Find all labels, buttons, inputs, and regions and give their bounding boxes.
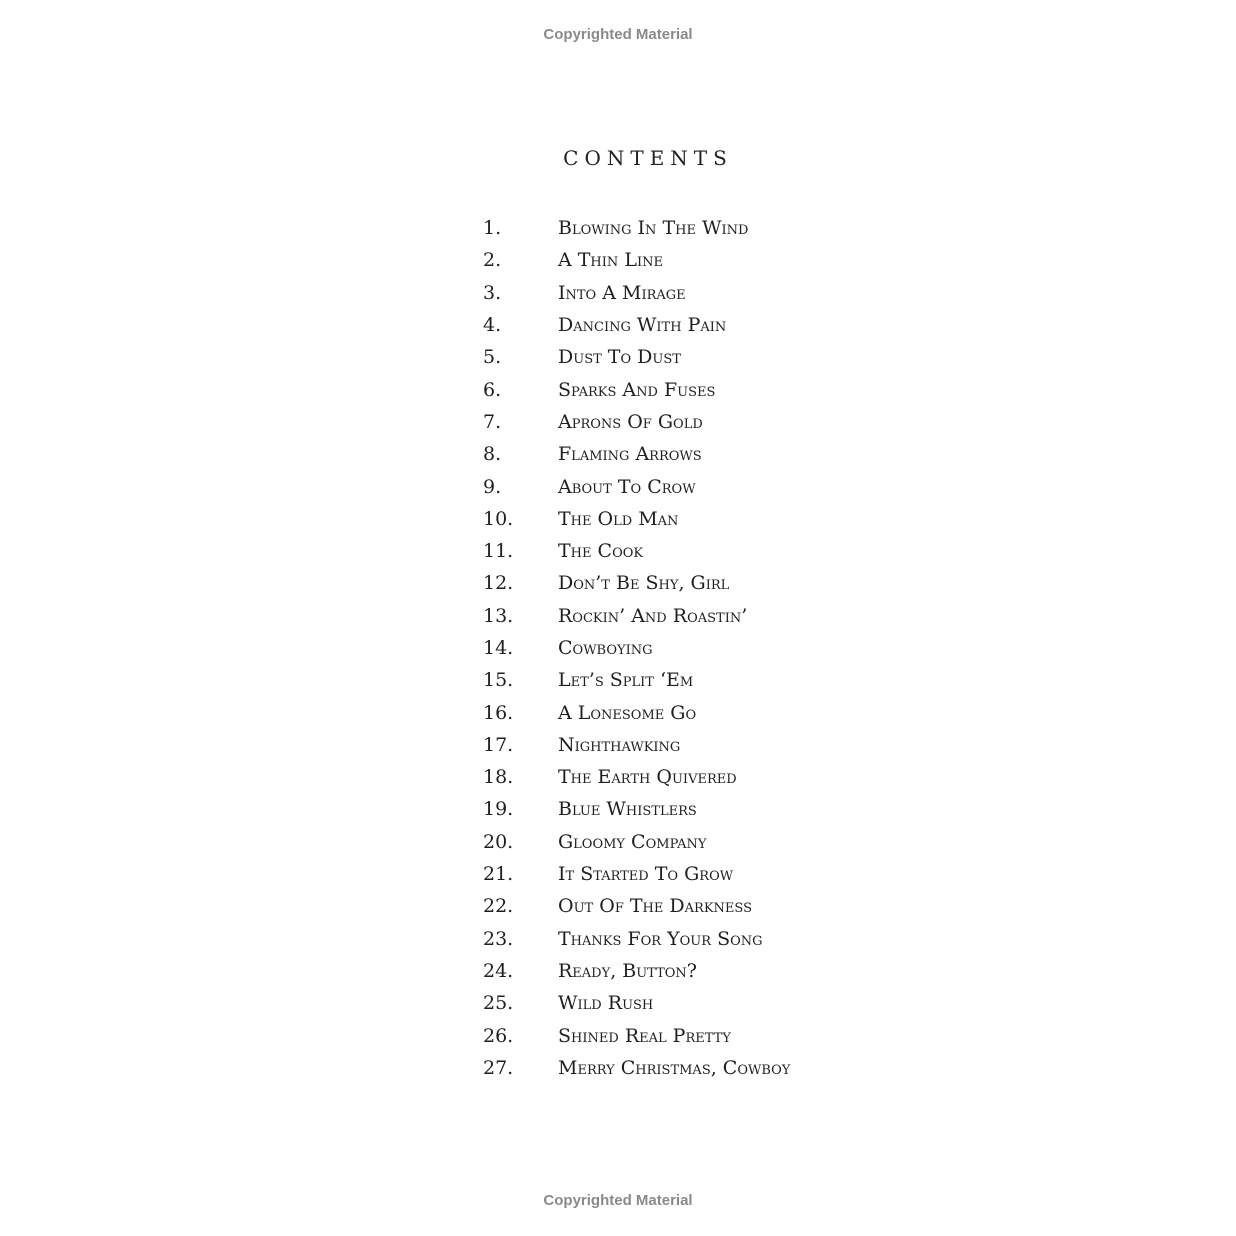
toc-entry-title: Blowing In The Wind (558, 217, 749, 240)
toc-entry-title: A Thin Line (558, 249, 663, 272)
toc-entry-number: 9. (483, 475, 502, 498)
toc-entry-number: 23. (483, 927, 514, 950)
toc-entry-number: 12. (483, 572, 514, 595)
toc-entry-title: Gloomy Company (558, 830, 707, 853)
toc-entry-title: Flaming Arrows (558, 443, 702, 466)
toc-entry-title: The Cook (558, 540, 644, 563)
copyright-watermark-bottom: Copyrighted Material (543, 1192, 693, 1209)
toc-entry (483, 277, 790, 309)
toc-entry-title: Aprons Of Gold (558, 410, 703, 433)
toc-entry (483, 373, 790, 405)
table-of-contents (483, 212, 790, 1084)
toc-entry-number: 25. (483, 992, 514, 1015)
toc-entry-title: A Lonesome Go (558, 701, 697, 724)
toc-entry (483, 567, 790, 599)
toc-entry (483, 470, 790, 502)
toc-entry-title: The Earth Quivered (558, 766, 737, 789)
toc-entry (483, 696, 790, 728)
page-title: CONTENTS (563, 146, 733, 170)
toc-entry-title: Ready, Button? (558, 959, 697, 982)
toc-entry-title: Nighthawking (558, 733, 681, 756)
toc-entry-number: 13. (483, 604, 514, 627)
toc-entry-number: 24. (483, 959, 514, 982)
toc-entry (483, 890, 790, 922)
toc-entry-number: 3. (483, 281, 502, 304)
copyright-watermark-top: Copyrighted Material (543, 26, 693, 43)
toc-entry-title: Shined Real Pretty (558, 1024, 731, 1047)
toc-entry (483, 761, 790, 793)
toc-entry-title: Sparks And Fuses (558, 378, 716, 401)
toc-entry-number: 19. (483, 798, 514, 821)
toc-entry-title: Thanks For Your Song (558, 927, 763, 950)
toc-entry-number: 27. (483, 1056, 514, 1079)
toc-entry (483, 729, 790, 761)
toc-entry (483, 244, 790, 276)
toc-entry-number: 6. (483, 378, 502, 401)
toc-entry-title: Let’s Split ‘Em (558, 669, 694, 692)
toc-entry-title: Dust To Dust (558, 346, 681, 369)
toc-entry (483, 955, 790, 987)
toc-entry (483, 987, 790, 1019)
toc-entry-title: Rockin’ And Roastin’ (558, 604, 748, 627)
toc-entry-number: 14. (483, 637, 514, 659)
toc-entry (483, 309, 790, 341)
toc-entry-number: 10. (483, 507, 514, 530)
toc-entry (483, 503, 790, 535)
toc-entry (483, 923, 790, 955)
toc-entry-number: 16. (483, 701, 514, 724)
toc-entry-number: 11. (483, 540, 514, 563)
toc-entry-number: 18. (483, 766, 514, 789)
toc-entry (483, 858, 790, 890)
toc-entry-number: 21. (483, 863, 514, 886)
toc-entry-number: 1. (483, 217, 502, 240)
toc-entry-title: The Old Man (558, 507, 679, 530)
toc-entry (483, 341, 790, 373)
toc-entry-title: Don’t Be Shy, Girl (558, 572, 730, 595)
toc-entry (483, 664, 790, 696)
toc-entry (483, 632, 790, 664)
toc-entry-title: Cowboying (558, 637, 653, 659)
toc-entry-title: Into A Mirage (558, 281, 686, 304)
toc-entry (483, 212, 790, 244)
toc-entry (483, 438, 790, 470)
toc-entry-number: 20. (483, 830, 514, 853)
toc-entry (483, 535, 790, 567)
toc-entry-title: Out Of The Darkness (558, 895, 752, 918)
toc-entry (483, 1052, 790, 1084)
toc-entry-number: 26. (483, 1024, 514, 1047)
toc-entry (483, 1019, 790, 1051)
toc-entry-title: Dancing With Pain (558, 314, 727, 337)
toc-entry-number: 17. (483, 733, 514, 756)
toc-entry (483, 826, 790, 858)
toc-entry-title: About To Crow (558, 475, 696, 498)
toc-entry-title: Wild Rush (558, 992, 654, 1015)
toc-entry-number: 7. (483, 410, 502, 433)
toc-entry-title: Blue Whistlers (558, 798, 697, 821)
toc-entry (483, 793, 790, 825)
toc-entry-number: 5. (483, 346, 502, 369)
toc-entry-number: 22. (483, 895, 514, 918)
toc-entry-number: 8. (483, 443, 502, 466)
toc-entry-number: 2. (483, 249, 502, 272)
toc-entry-number: 4. (483, 314, 502, 337)
toc-entry (483, 406, 790, 438)
toc-entry-title: It Started To Grow (558, 863, 734, 886)
toc-entry-title: Merry Christmas, Cowboy (558, 1056, 791, 1079)
toc-entry (483, 600, 790, 632)
toc-entry-number: 15. (483, 669, 514, 692)
